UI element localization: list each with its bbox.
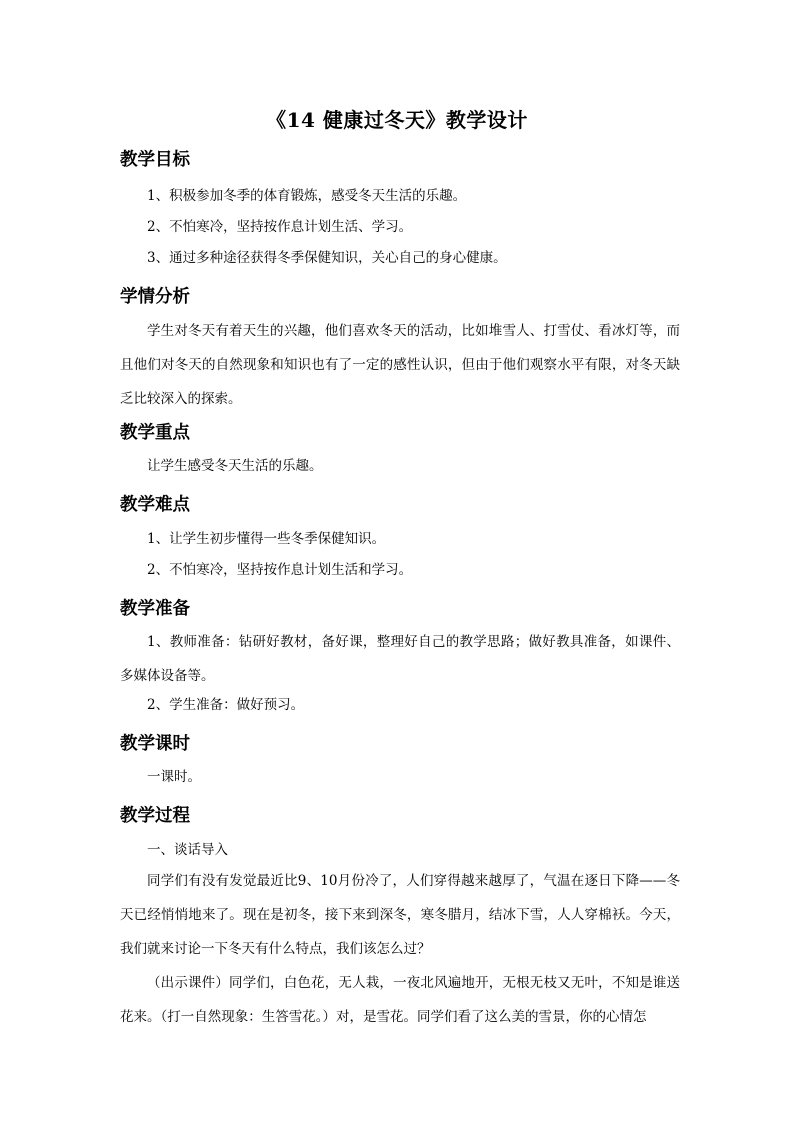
goal-item-2: 2、不怕寒冷，坚持按作息计划生活、学习。 xyxy=(147,219,413,235)
heading-teaching-process: 教学过程 xyxy=(120,806,190,826)
goal-item-3: 3、通过多种途径获得冬季保健知识，关心自己的身心健康。 xyxy=(147,250,507,266)
key-point-item: 让学生感受冬天生活的乐趣。 xyxy=(147,458,323,474)
heading-teaching-goals: 教学目标 xyxy=(120,150,190,170)
heading-difficulties: 教学难点 xyxy=(120,495,190,515)
heading-key-points: 教学重点 xyxy=(120,423,190,443)
goal-item-1: 1、积极参加冬季的体育锻炼，感受冬天生活的乐趣。 xyxy=(147,188,467,204)
class-hours-item: 一课时。 xyxy=(147,769,201,785)
process-subheading: 一、谈话导入 xyxy=(147,842,228,858)
difficulty-item-1: 1、让学生初步懂得一些冬季保健知识。 xyxy=(147,531,386,547)
preparation-teacher-paragraph: 1、教师准备：钻研好教材，备好课，整理好自己的教学思路；做好教具准备，如课件、多媒体设备等。 xyxy=(120,634,680,684)
document-title: 《14 健康过冬天》教学设计 xyxy=(266,108,528,132)
heading-student-analysis: 学情分析 xyxy=(120,287,190,307)
student-analysis-paragraph: 学生对冬天有着天生的兴趣，他们喜欢冬天的活动，比如堆雪人、打雪仗、看冰灯等，而且他们对冬天的自然现象和知识也有了一定的感性认识，但由于他们观察水平有限，对冬天缺乏比较深入的探索。 xyxy=(120,323,680,407)
heading-class-hours: 教学课时 xyxy=(120,734,190,754)
process-paragraph-2: （出示课件）同学们，白色花，无人栽，一夜北风遍地开，无根无枝又无叶，不知是谁送花来。（打一自然现象：生答雪花。）对，是雪花。同学们看了这么美的雪景，你的心情怎 xyxy=(120,975,680,1025)
difficulty-item-2: 2、不怕寒冷，坚持按作息计划生活和学习。 xyxy=(147,562,413,578)
preparation-student-item: 2、学生准备：做好预习。 xyxy=(147,697,305,713)
heading-preparation: 教学准备 xyxy=(120,599,190,619)
process-paragraph-1: 同学们有没有发觉最近比9、10月份冷了，人们穿得越来越厚了，气温在逐日下降——冬天已经悄悄地来了。现在是初冬，接下来到深冬，寒冬腊月，结冰下雪，人人穿棉袄。今天，我们就来讨论一下冬天有什么特点，我们该怎么过？ xyxy=(120,873,680,957)
